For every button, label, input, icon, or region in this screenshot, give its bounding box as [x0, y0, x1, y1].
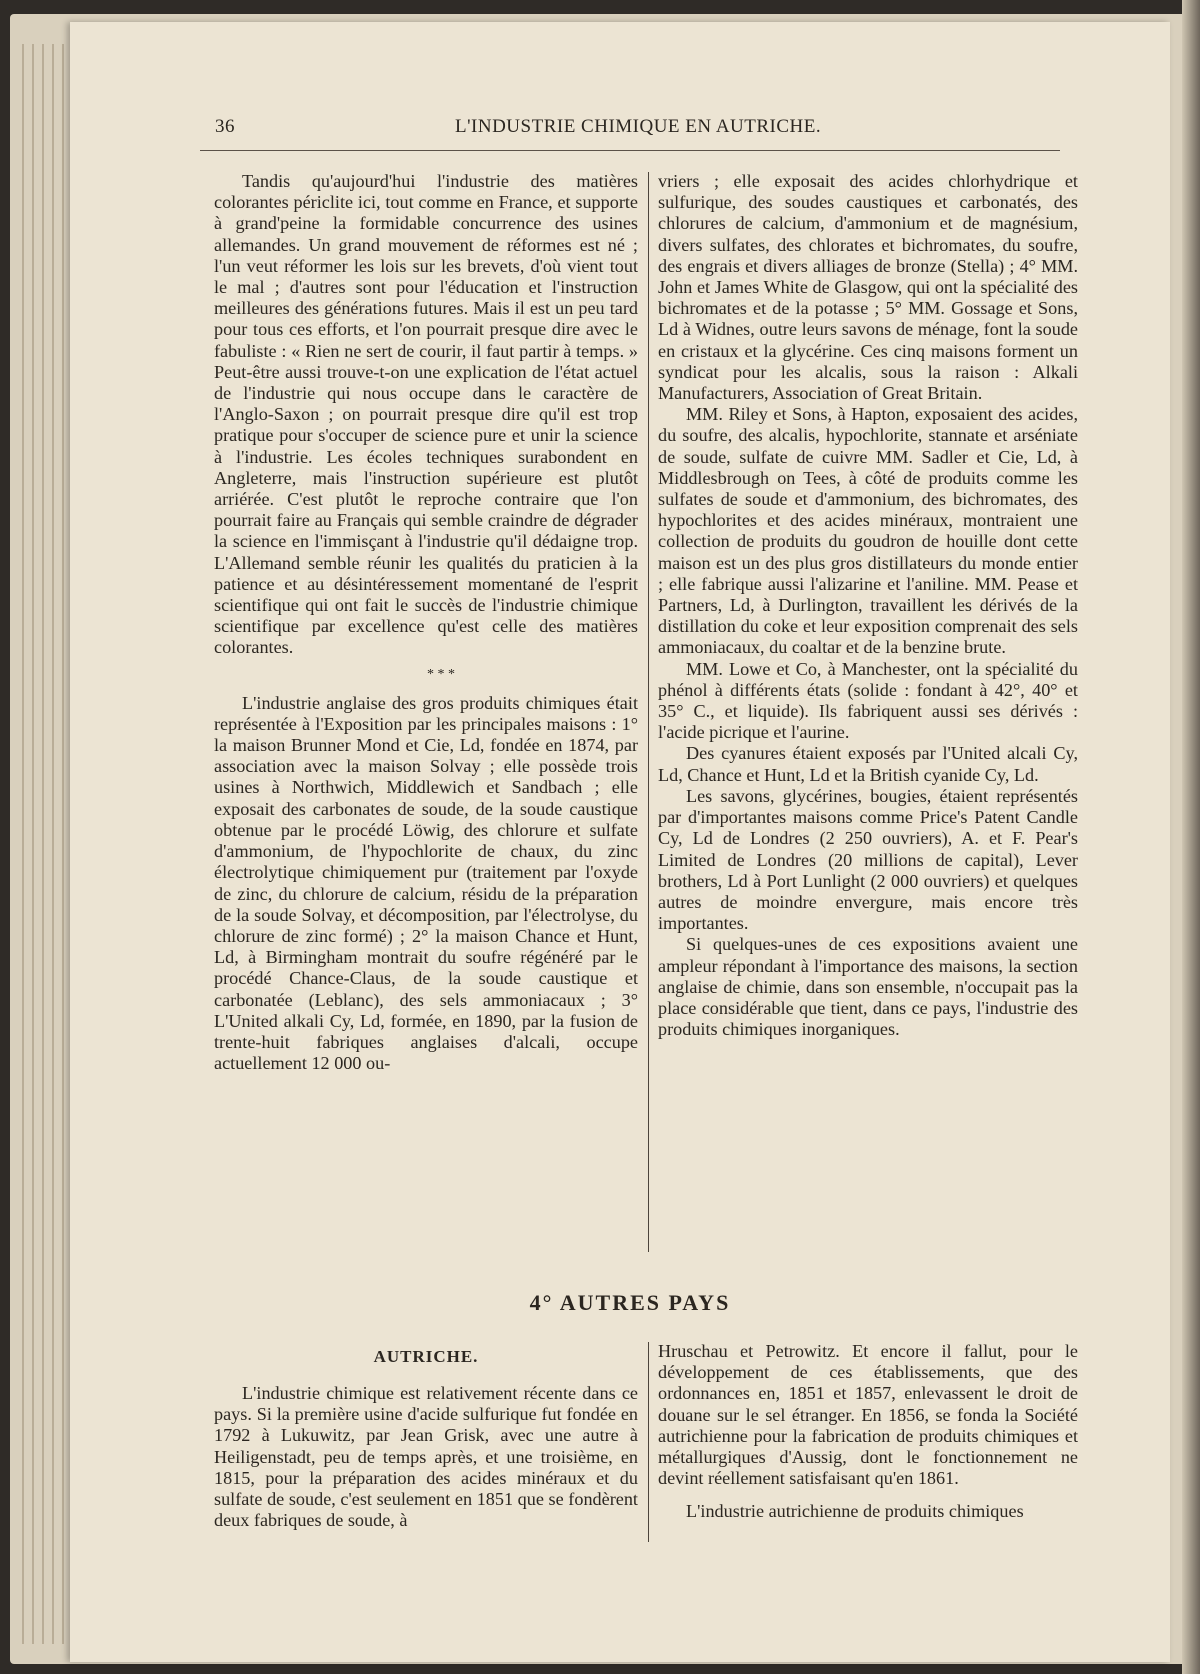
paragraph: Si quelques-unes de ces expositions avaient une ampleur répondant à l'importance des maisons, la section anglaise de chimie, dans son ensemble, n'occupait pas la place considérable que tient, dans ce pays, l'industrie des produits chimiques inorganiques.	[658, 934, 1078, 1040]
paragraph: MM. Lowe et Co, à Manchester, ont la spécialité du phénol à différents états (solide : fondant à 42°, 40° et 35° C., et liquide). Ils fabriquent aussi ses dérivés : l'acide picrique et l'aurine.	[658, 658, 1078, 743]
running-title: L'INDUSTRIE CHIMIQUE EN AUTRICHE.	[455, 116, 822, 137]
page-header	[200, 110, 1060, 150]
page-edge-line	[52, 44, 54, 1644]
paragraph: L'industrie autrichienne de produits chimiques	[686, 1501, 1024, 1522]
paragraph: L'industrie anglaise des gros produits chimiques était représentée à l'Exposition par les principales maisons : 1° la maison Brunner Mond et Cie, Ld, fondée en 1874, par association avec la maison Solvay ; elle possède trois usines à Northwich, Middlewich et Sandbach ; elle exposait des carbonates de soude, de la soude caustique obtenue par le procédé Löwig, des chlorure et sulfate d'ammonium, de l'hypochlorite de chaux, du zinc électrolytique chimiquement pur (traitement par l'oxyde de zinc, du chlorure de calcium, résidu de la préparation de la soude Solvay, et décomposition, par l'électrolyse, du chlorure de zinc formé) ; 2° la maison Chance et Hunt, Ld, à Birmingham montrait du soufre régénéré par le procédé Chance-Claus, de la soude caustique et carbonatée (Leblanc), des sels ammoniacaux ; 3° L'United alkali Cy, Ld, formée, en 1890, par la fusion de trente-huit fabriques anglaises d'alcali, occupe actuellement 12 000 ou-	[214, 692, 638, 1074]
section-title: 4° AUTRES PAYS	[529, 1290, 731, 1315]
paragraph: vriers ; elle exposait des acides chlorhydrique et sulfurique, des soudes caustiques et carbonatés, des chlorures de calcium, d'ammonium et de magnésium, divers sulfates, des chlorates et bichromates, du soufre, des engrais et divers alliages de bronze (Stella) ; 4° MM. John et James White de Glasgow, qui ont la spécialité des bichromates et de la potasse ; 5° MM. Gossage et Sons, Ld à Widnes, outre leurs savons de ménage, font la soude en cristaux et la glycérine. Ces cinq maisons forment un syndicat pour les alcalis, sous la raison : Alkali Manufacturers, Association of Great Britain.	[658, 171, 1078, 404]
left-column-bottom	[214, 1383, 638, 1531]
header-rule	[200, 150, 1060, 151]
page-edge-line	[62, 44, 64, 1644]
paragraph: Les savons, glycérines, bougies, étaient représentés par d'importantes maisons comme Price's Patent Candle Cy, Ld de Londres (2 250 ouvriers), A. et F. Pear's Limited de Londres (20 millions de capital), Lever brothers, Ld à Port Lunlight (2 000 ouvriers) et quelques autres de moindre envergure, mais encore très importantes.	[658, 785, 1078, 934]
column-divider	[648, 1342, 649, 1542]
left-column-top	[214, 171, 638, 1074]
page-edge-line	[22, 44, 24, 1644]
paragraph: Tandis qu'aujourd'hui l'industrie des matières colorantes périclite ici, tout comme en France, et supporte à grand'peine la formidable concurrence des usines allemandes. Un grand mouvement de réformes est né ; l'un veut réformer les lois sur les brevets, d'où vient tout le mal ; d'autres sont pour l'éducation et l'instruction meilleures des générations futures. Mais il est un peu tard pour tous ces efforts, et l'on pourrait presque dire avec le fabuliste : « Rien ne sert de courir, il faut partir à temps. » Peut-être aussi trouve-t-on une explication de l'état actuel de l'industrie qui nous occupe dans le caractère de l'Anglo-Saxon ; on pourrait presque dire qu'il est trop pratique pour s'occuper de science pure et unir la science à l'industrie. Les écoles techniques surabondent en Angleterre, mais l'instruction supérieure est plutôt arriérée. C'est plutôt le reproche contraire que l'on pourrait faire au Français qui semble craindre de dégrader la science en l'immisçant à l'industrie qu'il dédaigne trop. L'Allemand semble réunir les qualités du praticien à la patience et au désintéressement momentané de l'esprit scientifique qui ont fait le succès de l'industrie chimique scientifique par excellence qu'est celle des matières colorantes.	[214, 171, 638, 658]
paragraph: Hruschau et Petrowitz. Et encore il fallut, pour le développement de ces établissements, que des ordonnances en, 1851 et 1857, enlevassent le droit de douane sur le sel étranger. En 1856, se fonda la Société autrichienne pour la fabrication de produits chimiques et métallurgiques d'Aussig, dont le fonctionnement ne devint réellement satisfaisant qu'en 1861.	[658, 1341, 1078, 1489]
page-edge-line	[32, 44, 34, 1644]
right-column-top	[658, 171, 1078, 1040]
column-divider	[648, 172, 649, 1252]
subsection-title: AUTRICHE.	[373, 1347, 479, 1366]
paragraph: Des cyanures étaient exposés par l'United alcali Cy, Ld, Chance et Hunt, Ld et la British cyanide Cy, Ld.	[658, 743, 1078, 785]
book-gutter	[1182, 0, 1200, 1674]
right-column-bottom	[658, 1341, 1078, 1523]
section-separator-stars: * * *	[427, 666, 455, 682]
page-edge-line	[42, 44, 44, 1644]
paragraph: MM. Riley et Sons, à Hapton, exposaient des acides, du soufre, des alcalis, hypochlorite, stannate et arséniate de soude, sulfate de cuivre MM. Sadler et Cie, Ld, à Middlesbrough on Tees, à côté de produits comme les sulfates de soude et d'ammonium, des bichromates, des hypochlorites et des acides minéraux, montraient une collection de produits du goudron de houille dont cette maison est un des plus gros distillateurs du monde entier ; elle fabrique aussi l'alizarine et l'aniline. MM. Pease et Partners, Ld, à Durlington, travaillent les dérivés de la distillation du coke et leur exposition comprenait des sels ammoniacaux, du coaltar et de la benzine brute.	[658, 404, 1078, 658]
page-number: 36	[215, 116, 235, 137]
paragraph: L'industrie chimique est relativement récente dans ce pays. Si la première usine d'acide sulfurique fut fondée en 1792 à Lukuwitz, par Jean Grisk, avec une autre à Heiligenstadt, peu de temps après, et une troisième, en 1815, pour la préparation des acides minéraux et du sulfate de soude, c'est seulement en 1851 que se fondèrent deux fabriques de soude, à	[214, 1383, 638, 1531]
